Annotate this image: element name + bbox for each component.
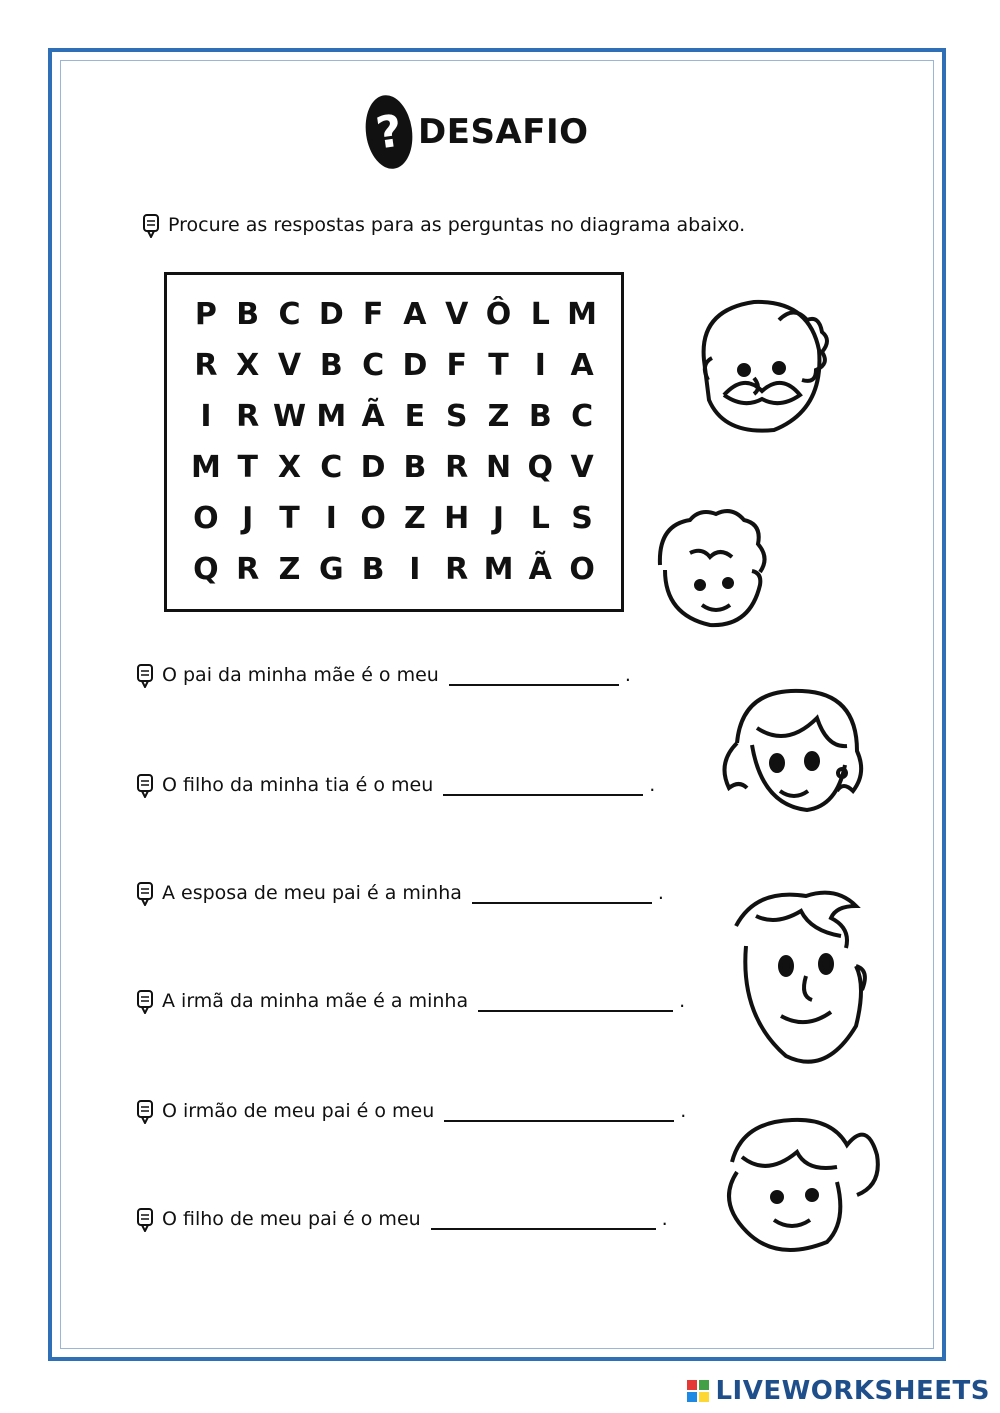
grid-cell[interactable]: S [571,501,593,536]
question-text: O filho da minha tia é o meu [162,774,434,796]
question-3 [134,880,664,906]
grid-cell[interactable]: W [272,399,307,434]
grid-cell[interactable]: Q [527,450,554,485]
grid-cell[interactable]: V [445,297,469,332]
grid-cell[interactable]: D [402,348,428,383]
pencil-icon [140,212,162,238]
man-face-icon [726,886,871,1076]
answer-blank[interactable] [472,882,652,904]
question-end: . [624,664,631,686]
grid-cell[interactable]: R [445,552,469,587]
grid-cell[interactable]: I [325,501,337,536]
grid-cell[interactable]: A [570,348,594,383]
question-text: A irmã da minha mãe é a minha [162,990,469,1012]
grid-cell[interactable]: P [194,297,217,332]
title-area [366,92,589,172]
grid-cell[interactable]: C [571,399,594,434]
grid-cell[interactable]: R [445,450,469,485]
grid-cell[interactable]: T [279,501,300,536]
instruction-text: Procure as respostas para as perguntas no diagrama abaixo. [168,214,746,236]
question-text: A esposa de meu pai é a minha [162,882,462,904]
brand-squares-icon [687,1380,709,1402]
grid-cell[interactable]: J [492,501,505,536]
question-mark-icon [361,92,417,172]
grid-cell[interactable]: X [277,450,302,485]
question-1 [134,662,631,688]
question-text: O irmão de meu pai é o meu [162,1100,435,1122]
liveworksheets-logo [687,1376,990,1406]
grid-cell[interactable]: R [236,399,260,434]
grid-cell[interactable]: I [534,348,546,383]
question-end: . [679,990,686,1012]
grid-cell[interactable]: N [485,450,512,485]
pencil-icon [134,1098,156,1124]
grid-cell[interactable]: D [318,297,344,332]
grid-cell[interactable]: M [190,450,221,485]
grid-cell[interactable]: V [570,450,594,485]
grid-cell[interactable]: A [403,297,427,332]
woman-face-icon [712,683,872,833]
grid-cell[interactable]: Q [193,552,219,587]
question-end: . [661,1208,668,1230]
grid-cell[interactable]: F [446,348,467,383]
grid-cell[interactable]: M [483,552,514,587]
girl-face-icon [712,1112,882,1262]
grandfather-face-icon [684,290,844,440]
page-title: DESAFIO [418,112,589,152]
grid-cell[interactable]: H [444,501,470,536]
grid-cell[interactable]: S [445,399,468,434]
grid-cell[interactable]: T [488,348,509,383]
grid-cell[interactable]: Z [278,552,301,587]
grid-cell[interactable]: Ã [361,399,385,434]
grid-cell[interactable]: Z [487,399,510,434]
grid-cell[interactable]: O [360,501,386,536]
grid-cell[interactable]: B [236,297,260,332]
grid-cell[interactable]: Ô [485,297,512,332]
grid-cell[interactable]: L [530,501,550,536]
question-2 [134,772,655,798]
grid-cell[interactable]: E [404,399,426,434]
boy-face-icon [650,505,770,635]
pencil-icon [134,772,156,798]
question-6 [134,1206,668,1232]
pencil-icon [134,1206,156,1232]
grid-cell[interactable]: B [361,552,385,587]
grid-cell[interactable]: Z [404,501,426,536]
grid-cell[interactable]: T [237,450,258,485]
answer-blank[interactable] [444,1100,674,1122]
pencil-icon [134,880,156,906]
question-end: . [657,882,664,904]
answer-blank[interactable] [431,1208,656,1230]
grid-cell[interactable]: B [403,450,427,485]
grid-cell[interactable]: F [362,297,384,332]
grid-cell[interactable]: B [319,348,343,383]
grid-cell[interactable]: O [569,552,595,587]
grid-cell[interactable]: C [320,450,343,485]
answer-blank[interactable] [443,774,643,796]
grid-cell[interactable]: C [362,348,385,383]
grid-cell[interactable]: L [530,297,550,332]
grid-cell[interactable]: I [409,552,421,587]
question-end: . [680,1100,687,1122]
grid-cell[interactable]: B [528,399,552,434]
grid-cell[interactable]: V [277,348,302,383]
pencil-icon [134,988,156,1014]
grid-cell[interactable]: O [193,501,219,536]
question-4 [134,988,685,1014]
word-search-grid [164,272,624,612]
grid-cell[interactable]: R [236,552,260,587]
instruction [140,212,745,238]
grid-cell[interactable]: X [236,348,260,383]
brand-text: LIVEWORKSHEETS [715,1376,990,1406]
grid-cell[interactable]: R [194,348,218,383]
grid-cell[interactable]: M [316,399,347,434]
grid-cell[interactable]: M [567,297,598,332]
grid-cell[interactable]: I [200,399,212,434]
answer-blank[interactable] [478,990,673,1012]
question-end: . [649,774,656,796]
question-text: O filho de meu pai é o meu [162,1208,421,1230]
grid-cell[interactable]: C [278,297,301,332]
question-5 [134,1098,686,1124]
question-text: O pai da minha mãe é o meu [162,664,439,686]
grid-cell[interactable]: Ã [528,552,552,587]
question-mark-text: ? [372,104,406,160]
grid-cell[interactable]: D [360,450,386,485]
answer-blank[interactable] [449,664,619,686]
grid-cell[interactable]: J [242,501,254,536]
grid-cell[interactable]: G [318,552,344,587]
pencil-icon [134,662,156,688]
